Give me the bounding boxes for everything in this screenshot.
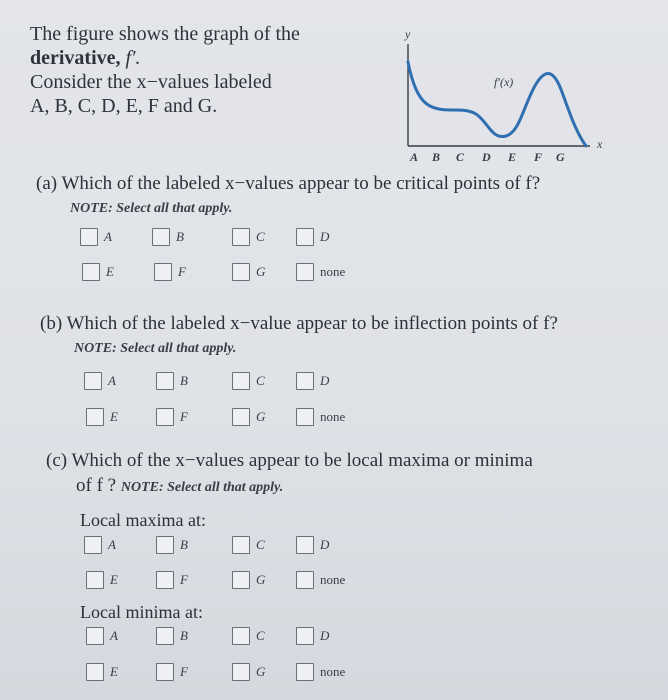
checkbox-max-A[interactable] — [84, 534, 116, 556]
tick-label-g: G — [556, 150, 565, 164]
local-minima-heading: Local minima at: — [80, 602, 203, 622]
question-c-line-2 — [76, 474, 283, 499]
checkbox-square[interactable] — [232, 372, 250, 390]
option-label: A — [110, 628, 118, 643]
option-label: C — [256, 628, 265, 643]
checkbox-max-E[interactable] — [86, 569, 118, 591]
checkbox-max-D[interactable] — [296, 534, 329, 556]
intro-line-4: A, B, C, D, E, F and G. — [30, 95, 218, 117]
checkbox-square[interactable] — [80, 228, 98, 246]
option-label: C — [256, 373, 265, 388]
tick-label-f: F — [534, 150, 543, 164]
problem-intro — [30, 22, 360, 118]
checkbox-square[interactable] — [232, 228, 250, 246]
checkbox-square[interactable] — [232, 663, 250, 681]
checkbox-square[interactable] — [296, 372, 314, 390]
derivative-graph — [396, 22, 616, 168]
checkbox-square[interactable] — [156, 408, 174, 426]
checkbox-a-C[interactable] — [232, 226, 265, 248]
y-axis-label: y — [405, 27, 411, 41]
question-a: (a) Which of the labeled x−values appear to be critical points of f? — [36, 173, 541, 194]
checkbox-square[interactable] — [156, 663, 174, 681]
option-label: E — [110, 664, 118, 679]
option-label: E — [110, 572, 118, 587]
checkbox-max-C[interactable] — [232, 534, 265, 556]
note-c: NOTE: Select all that apply. — [120, 480, 284, 495]
note-a: NOTE: Select all that apply. — [70, 201, 233, 216]
checkbox-square[interactable] — [232, 627, 250, 645]
option-label: C — [256, 229, 265, 244]
checkbox-max-B[interactable] — [156, 534, 188, 556]
checkbox-min-D[interactable] — [296, 625, 329, 647]
checkbox-min-none[interactable] — [296, 661, 345, 683]
option-label: D — [320, 229, 330, 244]
checkbox-square[interactable] — [232, 263, 250, 281]
checkbox-square[interactable] — [296, 663, 314, 681]
checkbox-min-C[interactable] — [232, 625, 265, 647]
tick-labels — [409, 150, 565, 164]
checkbox-a-E[interactable] — [82, 261, 114, 283]
checkbox-a-B[interactable] — [152, 226, 184, 248]
checkbox-square[interactable] — [296, 536, 314, 554]
checkbox-b-C[interactable] — [232, 370, 265, 392]
checkbox-square[interactable] — [296, 627, 314, 645]
checkbox-min-G[interactable] — [232, 661, 265, 683]
checkbox-min-B[interactable] — [156, 625, 188, 647]
option-label: B — [176, 229, 184, 244]
checkbox-square[interactable] — [156, 372, 174, 390]
checkbox-square[interactable] — [154, 263, 172, 281]
option-label: A — [108, 537, 116, 552]
checkbox-min-F[interactable] — [156, 661, 188, 683]
tick-label-e: E — [508, 150, 517, 164]
option-label: F — [180, 572, 188, 587]
question-c-text: of f ? — [76, 475, 117, 496]
checkbox-a-D[interactable] — [296, 226, 329, 248]
checkbox-square[interactable] — [86, 408, 104, 426]
checkbox-square[interactable] — [156, 571, 174, 589]
checkbox-a-G[interactable] — [232, 261, 265, 283]
intro-line-3: Consider the x−values labeled — [30, 71, 272, 93]
option-label: none — [320, 572, 346, 587]
option-label: C — [256, 537, 265, 552]
intro-line-2 — [30, 46, 360, 70]
tick-label-a: A — [410, 150, 419, 164]
option-label: none — [320, 664, 346, 679]
option-label: G — [256, 409, 266, 424]
x-axis-label: x — [597, 137, 603, 151]
checkbox-max-F[interactable] — [156, 569, 188, 591]
option-label: none — [320, 409, 346, 424]
option-label: G — [256, 664, 266, 679]
checkbox-a-A[interactable] — [80, 226, 112, 248]
checkbox-square[interactable] — [152, 228, 170, 246]
option-label: G — [256, 264, 266, 279]
option-label: D — [320, 537, 330, 552]
checkbox-square[interactable] — [232, 536, 250, 554]
option-label: E — [106, 264, 114, 279]
option-label: F — [180, 664, 188, 679]
checkbox-b-E[interactable] — [86, 406, 118, 428]
question-c-line-1: (c) Which of the x−values appear to be local maxima or minima — [46, 450, 533, 471]
checkbox-a-none[interactable] — [296, 261, 345, 283]
option-label: A — [104, 229, 112, 244]
checkbox-b-B[interactable] — [156, 370, 188, 392]
local-maxima-heading: Local maxima at: — [80, 510, 206, 530]
checkbox-b-D[interactable] — [296, 370, 329, 392]
checkbox-square[interactable] — [86, 627, 104, 645]
checkbox-max-none[interactable] — [296, 569, 345, 591]
option-label: E — [110, 409, 118, 424]
checkbox-square[interactable] — [84, 372, 102, 390]
checkbox-square[interactable] — [232, 408, 250, 426]
checkbox-b-F[interactable] — [156, 406, 188, 428]
option-label: B — [180, 628, 188, 643]
option-label: B — [180, 537, 188, 552]
checkbox-b-none[interactable] — [296, 406, 345, 428]
option-label: F — [178, 264, 186, 279]
curve-label: f′(x) — [494, 75, 514, 89]
checkbox-square[interactable] — [296, 228, 314, 246]
option-label: D — [320, 628, 330, 643]
note-b: NOTE: Select all that apply. — [74, 341, 237, 356]
checkbox-square[interactable] — [232, 571, 250, 589]
option-label: none — [320, 264, 346, 279]
checkbox-min-A[interactable] — [86, 625, 118, 647]
checkbox-b-A[interactable] — [84, 370, 116, 392]
intro-line-1: The figure shows the graph of the — [30, 23, 300, 45]
tick-label-b: B — [432, 150, 441, 164]
tick-label-d: D — [482, 150, 491, 164]
option-label: A — [108, 373, 116, 388]
intro-derivative-word: derivative, — [30, 47, 121, 69]
question-b: (b) Which of the labeled x−value appear to be inflection points of f? — [40, 313, 558, 334]
option-label: F — [180, 409, 188, 424]
checkbox-square[interactable] — [86, 571, 104, 589]
checkbox-square[interactable] — [156, 536, 174, 554]
option-label: B — [180, 373, 188, 388]
checkbox-b-G[interactable] — [232, 406, 265, 428]
checkbox-min-E[interactable] — [86, 661, 118, 683]
option-label: D — [320, 373, 330, 388]
checkbox-square[interactable] — [296, 571, 314, 589]
checkbox-square[interactable] — [296, 408, 314, 426]
tick-label-c: C — [456, 150, 465, 164]
checkbox-square[interactable] — [156, 627, 174, 645]
checkbox-max-G[interactable] — [232, 569, 265, 591]
checkbox-square[interactable] — [84, 536, 102, 554]
checkbox-square[interactable] — [86, 663, 104, 681]
checkbox-square[interactable] — [82, 263, 100, 281]
option-label: G — [256, 572, 266, 587]
intro-derivative-symbol: f′. — [120, 47, 141, 69]
checkbox-a-F[interactable] — [154, 261, 186, 283]
checkbox-square[interactable] — [296, 263, 314, 281]
